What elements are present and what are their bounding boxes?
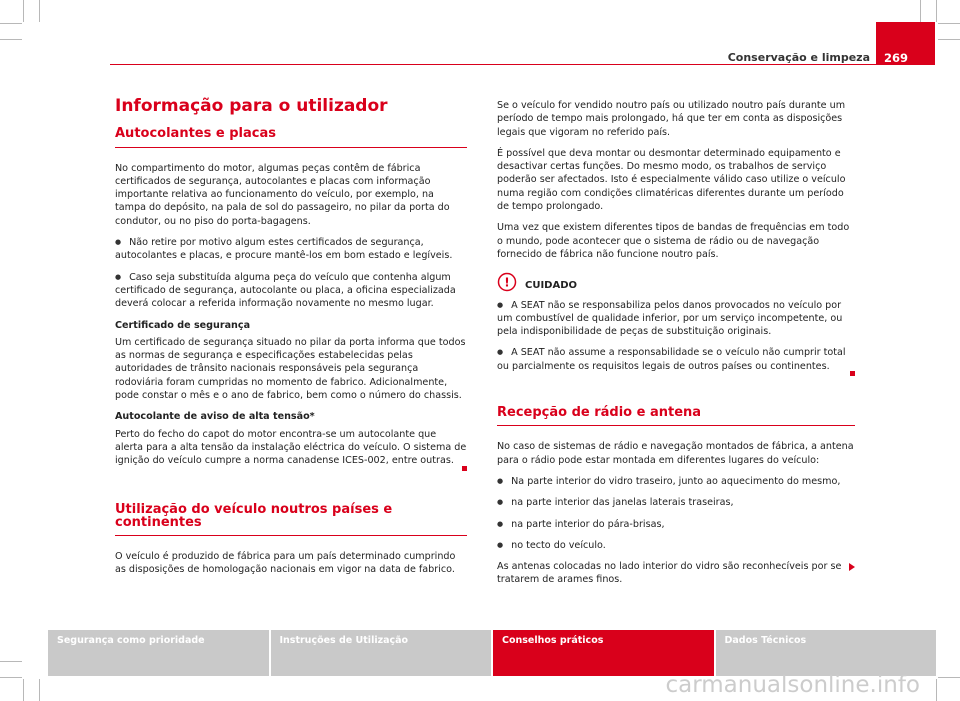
header-rule (110, 64, 876, 65)
paragraph: As antenas colocadas no lado interior do vidro são reconhecíveis por se tratarem de arames finos. (497, 560, 855, 587)
paragraph: O veículo é produzido de fábrica para um país determinado cumprindo as disposições de homologação nacionais em vigor na data de fabrico. (115, 551, 456, 576)
paragraph: É possível que deva montar ou desmontar determinado equipamento e desactivar certas funções. Do mesmo modo, os trabalhos de serviço poderão ser afectados. Isto é especialmente válido caso utilize o veículo numa região com condições climatéricas diferentes durante um período de tempo prolongado. (497, 147, 846, 213)
section-heading-autocolantes: Autocolantes e placas (115, 127, 467, 147)
list-item: ● no tecto do veículo. (497, 539, 855, 552)
crop-mark (0, 661, 22, 662)
crop-mark (920, 0, 921, 22)
crop-mark (23, 679, 24, 701)
crop-mark (23, 0, 24, 22)
right-column (497, 99, 855, 595)
crop-mark (39, 0, 40, 22)
section-end-marker (850, 371, 855, 376)
crop-mark (938, 39, 960, 40)
footer-tab-instrucoes[interactable]: Instruções de Utilização (271, 630, 492, 676)
footer-navigation (48, 630, 936, 676)
page-number: 269 (876, 22, 935, 65)
crop-mark (0, 677, 22, 678)
crop-mark (0, 39, 22, 40)
subheading-alta-tensao: Autocolante de aviso de alta tensão* (115, 411, 315, 423)
crop-mark (0, 23, 22, 24)
list-item: ● Na parte interior do vidro traseiro, junto ao aquecimento do mesmo, (497, 475, 855, 488)
left-column (115, 96, 467, 585)
caution-title: CUIDADO (525, 280, 578, 292)
svg-text:!: ! (504, 275, 510, 290)
subheading-certificado: Certificado de segurança (115, 319, 251, 331)
section-end-marker (462, 466, 467, 471)
list-item: ● na parte interior do pára-brisas, (497, 518, 855, 531)
bullet-item: ● Não retire por motivo algum estes certificados de segurança, autocolantes e placas, e procure mantê-los em bom estado e legíveis. (115, 236, 467, 263)
crop-mark (936, 0, 937, 22)
footer-tab-conselhos[interactable]: Conselhos práticos (493, 630, 714, 676)
paragraph: Um certificado de segurança situado no pilar da porta informa que todos as normas de segurança e especificações estabelecidas pelas autoridades de trânsito nacionais responsáveis pela segurança rodoviária foram cumpridas no momento de fabrico. Adicionalmente, pode constar o mês e o ano de fabrico, bem como o número do chassis. (115, 336, 466, 402)
section-heading-outros-paises: Utilização do veículo noutros países e continentes (115, 503, 467, 537)
bullet-item: ● Caso seja substituída alguma peça do veículo que contenha algum certificado de segurança, autocolante ou placa, a oficina especializada deverá colocar a referida informação novamente no mesmo lugar. (115, 271, 467, 311)
list-item: ● na parte interior das janelas laterais traseiras, (497, 496, 855, 509)
watermark: carmanualsonline.info (665, 672, 920, 698)
paragraph: Uma vez que existem diferentes tipos de bandas de frequências em todo o mundo, pode acontecer que o sistema de rádio ou de navegação fornecido de fábrica não funcione noutro país. (497, 222, 850, 260)
crop-mark (936, 679, 937, 701)
warning-icon (497, 272, 517, 292)
footer-tab-seguranca[interactable]: Segurança como prioridade (48, 630, 269, 676)
paragraph: Se o veículo for vendido noutro país ou utilizado noutro país durante um período de tempo mais prolongado, há que ter em conta as disposições legais que vigoram no referido país. (497, 100, 846, 138)
caution-bullet: ● A SEAT não se responsabiliza pelos danos provocados no veículo por um combustível de qualidade inferior, por um serviço incompetente, ou pela indisponibilidade de peças de substituição originais. (497, 299, 855, 339)
crop-mark (938, 677, 960, 678)
caution-bullet: ● A SEAT não assume a responsabilidade se o veículo não cumprir total ou parcialmente os requisitos legais de outros países ou continentes. (497, 346, 855, 373)
paragraph: No compartimento do motor, algumas peças contêm de fábrica certificados de segurança, autocolantes e placas com informação importante relativa ao funcionamento do veículo, por exemplo, na tampa do depósito, na pala de sol do passageiro, no pilar da porta do condutor, ou no piso do porta-bagagens. (115, 162, 450, 227)
paragraph: Perto do fecho do capot do motor encontra-se um autocolante que alerta para a alta tensão da instalação eléctrica do veículo. O sistema de ignição do veículo cumpre a norma canadense ICES-002, entre outras. (115, 428, 467, 467)
continue-arrow-icon (849, 563, 855, 571)
caution-box-header (497, 271, 855, 292)
section-heading-radio-antena: Recepção de rádio e antena (497, 406, 855, 426)
running-header-title: Conservação e limpeza (727, 51, 870, 64)
paragraph: No caso de sistemas de rádio e navegação montados de fábrica, a antena para o rádio pode estar montada em diferentes lugares do veículo: (497, 441, 854, 466)
page-title: Informação para o utilizador (115, 96, 388, 116)
footer-tab-dados[interactable]: Dados Técnicos (716, 630, 937, 676)
crop-mark (938, 23, 960, 24)
crop-mark (39, 679, 40, 701)
